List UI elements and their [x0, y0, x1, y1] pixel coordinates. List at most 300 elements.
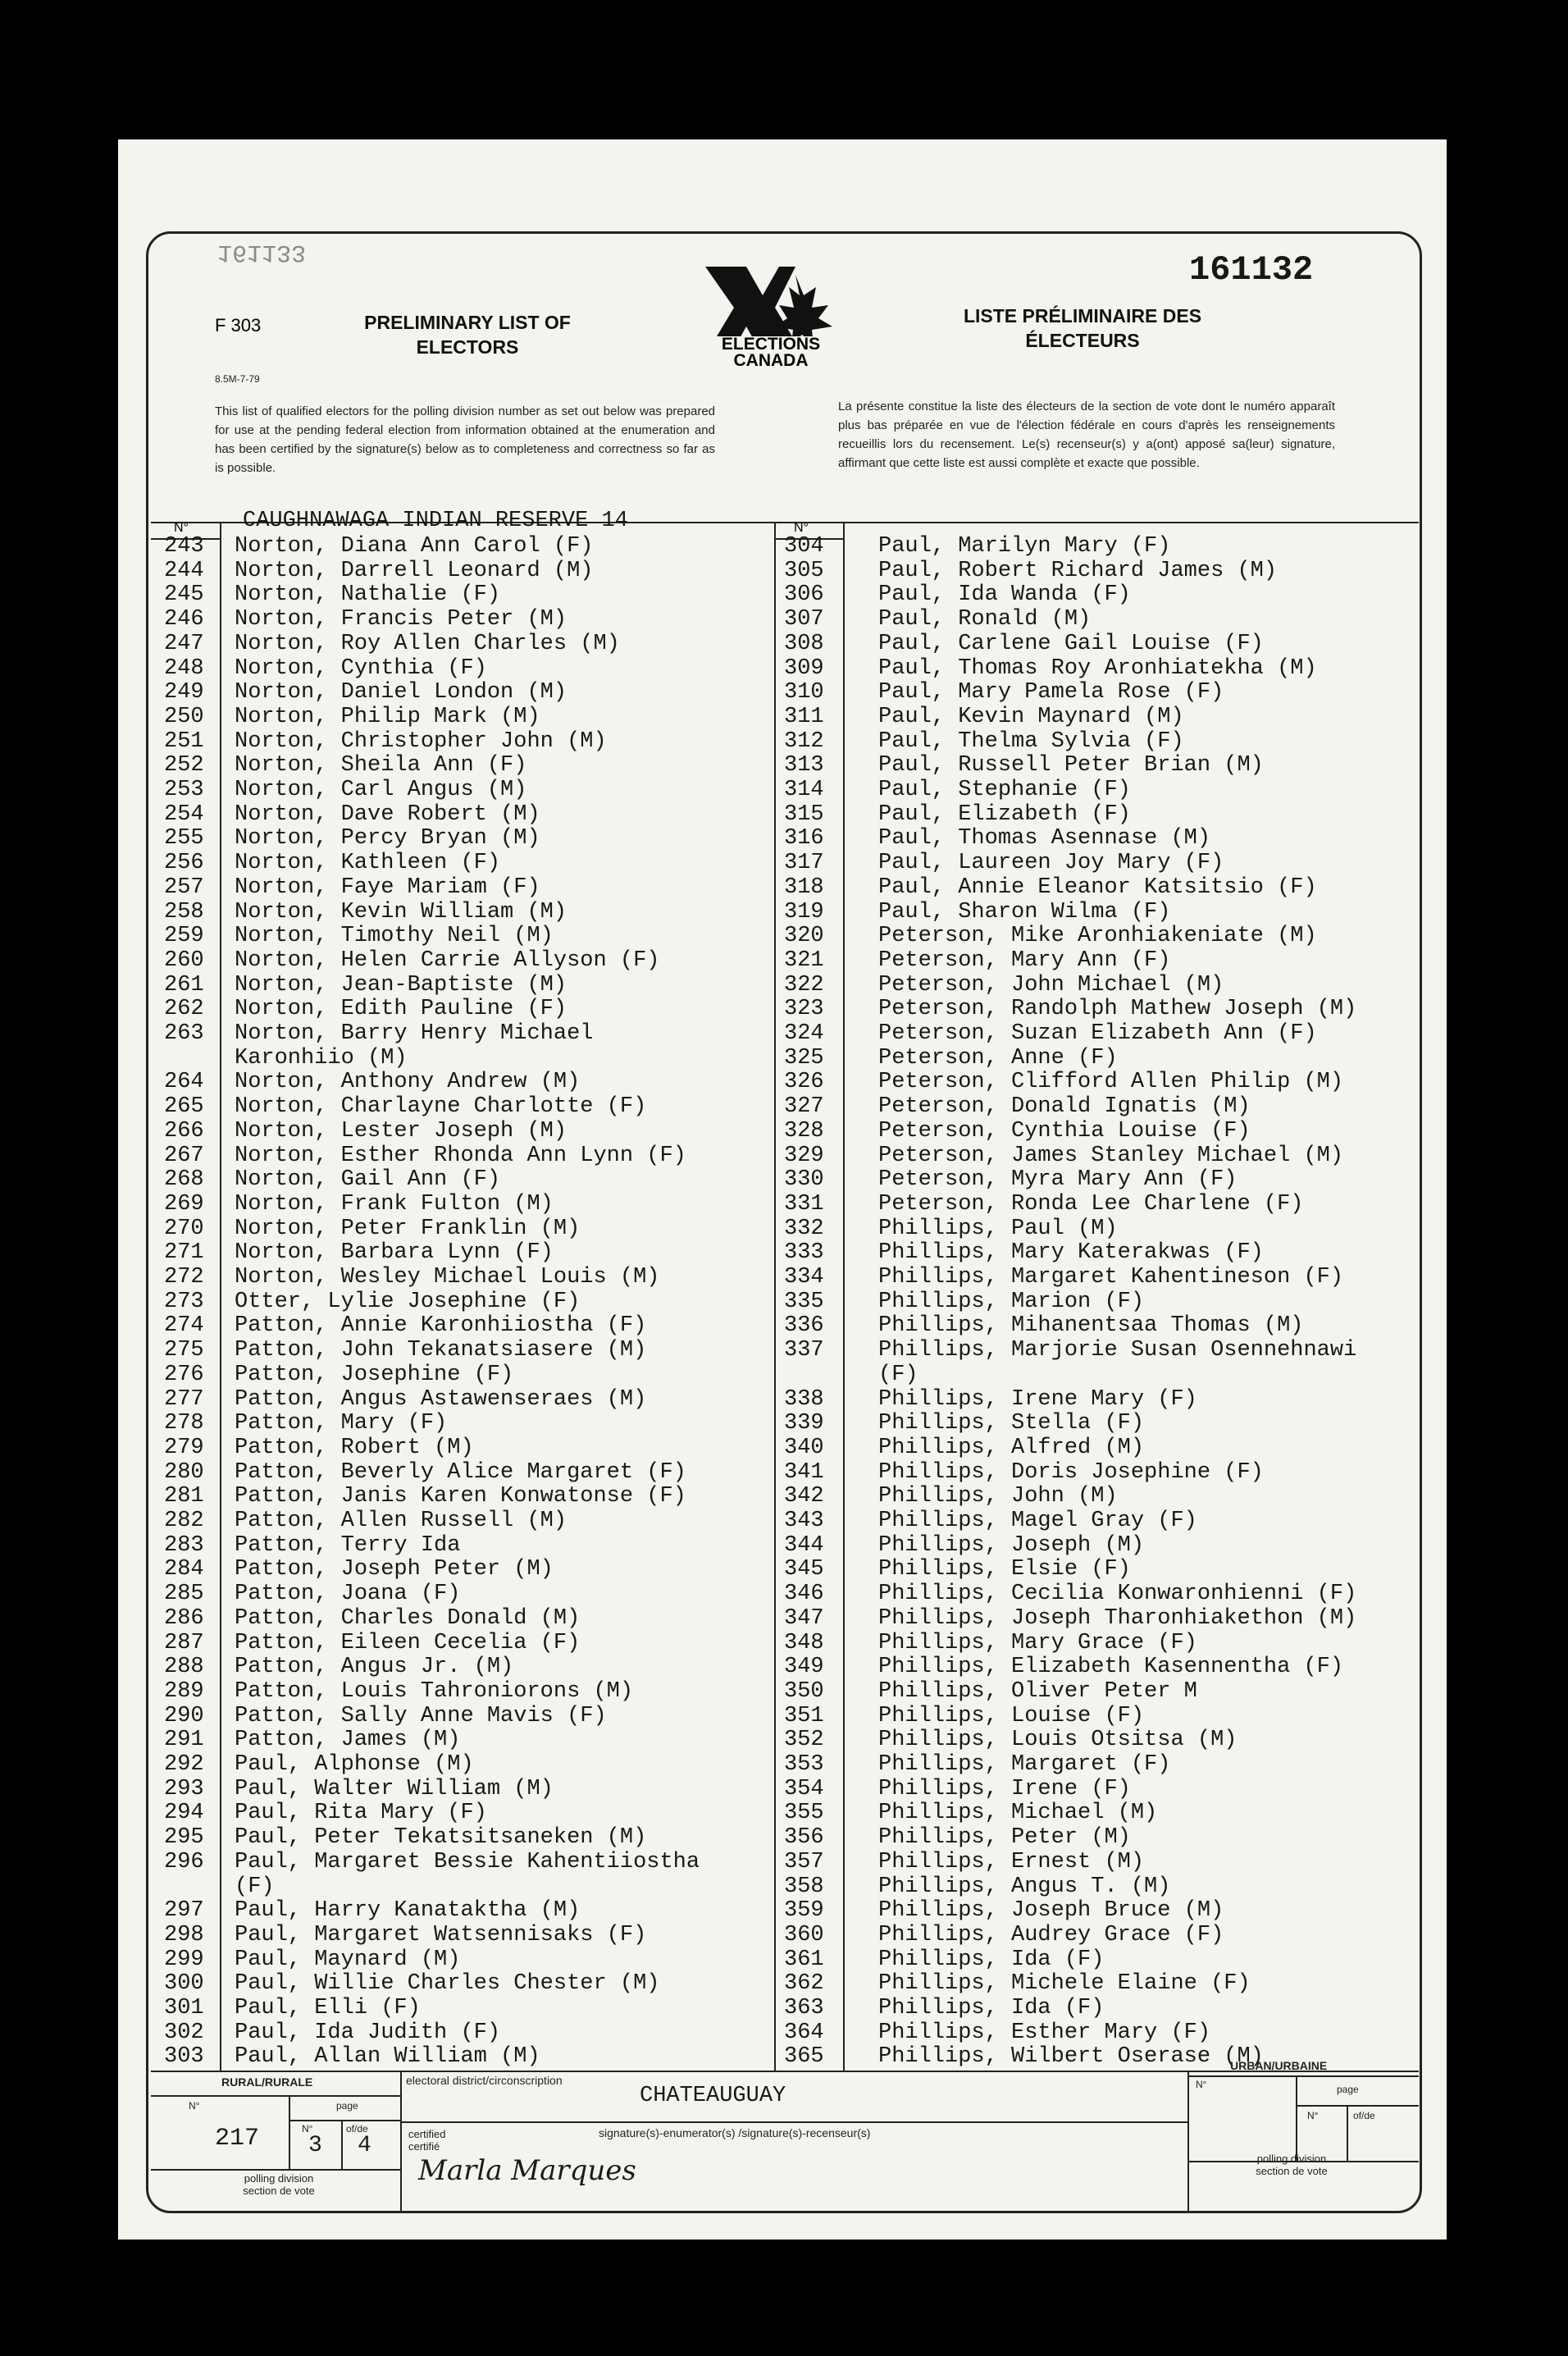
elector-number: 346: [784, 1582, 824, 1607]
elector-row: [784, 1582, 1415, 1606]
elector-row: [164, 1021, 771, 1046]
elector-row: [784, 1874, 1415, 1899]
urban-page-divider: [1347, 2105, 1348, 2161]
elector-row: [784, 1144, 1415, 1168]
of-label: of/de: [346, 2123, 368, 2135]
elector-row: [164, 1533, 771, 1558]
elector-number: 357: [784, 1849, 824, 1874]
elector-number: 363: [784, 1996, 824, 2020]
elector-row: [784, 680, 1415, 705]
elector-name: Norton, Timothy Neil (M): [235, 924, 554, 949]
elector-number: 264: [164, 1070, 204, 1095]
elector-name: Norton, Darrell Leonard (M): [235, 558, 594, 583]
elector-row: [164, 1363, 771, 1387]
elector-name: Paul, Robert Richard James (M): [878, 558, 1278, 583]
elector-name: Patton, Allen Russell (M): [235, 1509, 567, 1533]
elector-name: Norton, Lester Joseph (M): [235, 1118, 567, 1144]
elector-row: [784, 1094, 1415, 1119]
elector-name: Patton, Terry Ida: [235, 1532, 461, 1558]
elector-row: [784, 1606, 1415, 1631]
elector-name: Patton, Angus Jr. (M): [235, 1655, 514, 1680]
elector-number: 344: [784, 1532, 824, 1558]
elector-row: [784, 1509, 1415, 1533]
elector-name: Paul, Willie Charles Chester (M): [235, 1971, 660, 1997]
elector-number: 258: [164, 899, 204, 925]
elector-row: [164, 607, 771, 632]
elector-row: [784, 1119, 1415, 1144]
elector-number: 281: [164, 1484, 204, 1509]
elector-row: [164, 1192, 771, 1217]
title-fr: [918, 304, 1247, 353]
elector-number: 327: [784, 1094, 824, 1120]
elector-name: Norton, Faye Mariam (F): [235, 874, 540, 900]
elector-name: Norton, Gail Ann (F): [235, 1167, 501, 1193]
elector-name: Phillips, Margaret Kahentineson (F): [878, 1265, 1344, 1290]
elector-number: 243: [164, 534, 204, 559]
elector-row: [784, 607, 1415, 632]
elector-name: Peterson, Anne (F): [878, 1045, 1118, 1071]
elector-row: [164, 2044, 771, 2069]
elector-number: 277: [164, 1386, 204, 1412]
elector-list-right: [784, 534, 1415, 2068]
elector-name: Norton, Christopher John (M): [235, 728, 607, 754]
elector-number: 348: [784, 1630, 824, 1655]
elector-row: [784, 632, 1415, 656]
elector-number: 286: [164, 1605, 204, 1631]
elector-number: 287: [164, 1630, 204, 1655]
elector-row: [784, 1923, 1415, 1947]
elector-row: [784, 1679, 1415, 1704]
elector-name: Phillips, Oliver Peter M: [878, 1678, 1197, 1704]
elector-name: Phillips, Elizabeth Kasennentha (F): [878, 1655, 1344, 1680]
elector-row: [164, 753, 771, 778]
elector-number: 274: [164, 1313, 204, 1339]
elector-number: 321: [784, 947, 824, 973]
elector-number: 315: [784, 801, 824, 827]
of-value: 4: [358, 2133, 371, 2158]
elector-number: 362: [784, 1971, 824, 1997]
elector-name: Norton, Wesley Michael Louis (M): [235, 1265, 660, 1290]
elector-row: [164, 1874, 771, 1899]
elector-row: [784, 826, 1415, 851]
elector-row: [784, 778, 1415, 802]
center-divider: [774, 522, 776, 2071]
rural-label: RURAL/RURALE: [221, 2075, 313, 2089]
elector-number: 261: [164, 972, 204, 998]
elector-number: 296: [164, 1849, 204, 1874]
elector-name: Paul, Ida Wanda (F): [878, 582, 1131, 608]
elector-name: Phillips, Ida (F): [878, 1996, 1105, 2020]
form-code: 8.5M-7-79: [215, 373, 260, 385]
elector-name: Norton, Edith Pauline (F): [235, 997, 567, 1022]
elector-number: 328: [784, 1118, 824, 1144]
elector-number: 343: [784, 1509, 824, 1533]
elector-row: [164, 1606, 771, 1631]
elector-name: (F): [878, 1362, 918, 1387]
elector-name: Norton, Roy Allen Charles (M): [235, 631, 620, 656]
elector-name: Phillips, Louis Otsitsa (M): [878, 1728, 1238, 1753]
elector-number: 320: [784, 924, 824, 949]
elector-row: [164, 1460, 771, 1485]
elector-name: Paul, Peter Tekatsitsaneken (M): [235, 1825, 647, 1851]
elector-row: [784, 1363, 1415, 1387]
elector-row: [784, 705, 1415, 729]
elector-number: 355: [784, 1801, 824, 1826]
elector-number: 347: [784, 1605, 824, 1631]
elector-name: Phillips, Ida (F): [878, 1947, 1105, 1972]
elector-name: Phillips, Irene (F): [878, 1776, 1131, 1801]
elector-row: [784, 1850, 1415, 1874]
elector-number: 297: [164, 1898, 204, 1924]
elector-name: Phillips, Stella (F): [878, 1411, 1145, 1436]
elector-row: [784, 1484, 1415, 1509]
elector-number: 262: [164, 997, 204, 1022]
elector-name: Paul, Thomas Roy Aronhiatekha (M): [878, 655, 1317, 681]
rural-page-divider: [341, 2120, 343, 2169]
elector-row: [164, 1777, 771, 1801]
elector-name: Peterson, John Michael (M): [878, 972, 1224, 998]
elector-name: Norton, Anthony Andrew (M): [235, 1070, 581, 1095]
elector-number: 252: [164, 753, 204, 778]
elector-number: 250: [164, 704, 204, 729]
elector-name: Phillips, Mary Katerakwas (F): [878, 1240, 1264, 1266]
elector-row: [784, 875, 1415, 900]
elector-row: [164, 1436, 771, 1460]
elector-name: Norton, Cynthia (F): [235, 655, 487, 681]
elector-name: Norton, Dave Robert (M): [235, 801, 540, 827]
elector-row: [784, 1460, 1415, 1485]
elector-row: [164, 1923, 771, 1947]
elector-row: [784, 1021, 1415, 1046]
elector-name: Norton, Diana Ann Carol (F): [235, 534, 594, 559]
elector-row: [784, 1728, 1415, 1752]
elector-row: [784, 1192, 1415, 1217]
urban-col-divider: [1296, 2075, 1297, 2161]
urban-page-label: page: [1337, 2084, 1359, 2095]
elector-name: Phillips, Irene Mary (F): [878, 1386, 1197, 1412]
elector-number: 330: [784, 1167, 824, 1193]
elector-name: Phillips, Wilbert Oserase (M): [878, 2044, 1264, 2070]
elector-row: [164, 1338, 771, 1363]
elector-row: [164, 1557, 771, 1582]
elector-name: Norton, Carl Angus (M): [235, 778, 527, 802]
elector-number: 364: [784, 2020, 824, 2045]
district-label: electoral district/circonscription: [406, 2074, 563, 2087]
elector-name: Paul, Allan William (M): [235, 2044, 540, 2070]
no-header-left: N°: [174, 521, 189, 535]
elector-row: [164, 1971, 771, 1996]
elector-row: [164, 1240, 771, 1265]
elector-number: 345: [784, 1557, 824, 1582]
elector-name: Paul, Walter William (M): [235, 1776, 554, 1801]
elector-name: Peterson, Suzan Elizabeth Ann (F): [878, 1021, 1317, 1046]
elector-row: [164, 1094, 771, 1119]
urban-polling-label-en: polling division: [1256, 2153, 1327, 2165]
elector-number: 337: [784, 1338, 824, 1363]
title-en-line1: PRELIMINARY LIST OF: [364, 312, 571, 333]
logo-text: [705, 336, 836, 369]
certified-label: [408, 2128, 446, 2153]
elector-name: Peterson, Cynthia Louise (F): [878, 1118, 1251, 1144]
elector-row: [164, 2020, 771, 2045]
elector-name: Phillips, Joseph Bruce (M): [878, 1898, 1224, 1924]
elector-number: 325: [784, 1045, 824, 1071]
elector-row: [784, 1752, 1415, 1777]
footer-top-rule: [151, 2071, 1419, 2072]
elector-name: Peterson, James Stanley Michael (M): [878, 1143, 1344, 1168]
elector-row: [164, 973, 771, 998]
elector-name: Patton, Joseph Peter (M): [235, 1557, 554, 1582]
elector-row: [164, 851, 771, 875]
elector-name: Patton, Josephine (F): [235, 1362, 514, 1387]
elector-row: [784, 851, 1415, 875]
logo-text-line1: ELECTIONS: [721, 335, 821, 354]
district-name: CHATEAUGUAY: [640, 2084, 786, 2108]
elector-name: Norton, Esther Rhonda Ann Lynn (F): [235, 1143, 686, 1168]
elector-name: Paul, Kevin Maynard (M): [878, 704, 1184, 729]
elector-name: Phillips, Joseph Tharonhiakethon (M): [878, 1605, 1357, 1631]
sheet-number: 161132: [1189, 250, 1314, 290]
elector-number: 267: [164, 1143, 204, 1168]
elector-row: [164, 1290, 771, 1314]
polling-division-label-en: polling division: [244, 2172, 314, 2185]
elector-name: Norton, Sheila Ann (F): [235, 753, 527, 778]
urban-page-no-label: N°: [1307, 2110, 1319, 2121]
elector-number: 329: [784, 1143, 824, 1168]
elector-row: [164, 1217, 771, 1241]
elector-row: [784, 729, 1415, 754]
elector-number: 304: [784, 534, 824, 559]
elector-name: Patton, Janis Karen Konwatonse (F): [235, 1484, 686, 1509]
rural-bottom-rule: [151, 2169, 400, 2171]
form-id: F 303: [215, 315, 262, 336]
elector-row: [784, 2020, 1415, 2045]
elector-name: Phillips, Peter (M): [878, 1825, 1131, 1851]
elector-name: Paul, Margaret Watsennisaks (F): [235, 1922, 647, 1947]
elector-number: 309: [784, 655, 824, 681]
elector-name: Peterson, Randolph Mathew Joseph (M): [878, 997, 1357, 1022]
elector-row: [164, 1704, 771, 1728]
elector-number: 319: [784, 899, 824, 925]
elector-number: 251: [164, 728, 204, 754]
elector-name: Phillips, Angus T. (M): [878, 1874, 1171, 1899]
elector-row: [784, 582, 1415, 607]
elector-row: [784, 1240, 1415, 1265]
elector-number: 341: [784, 1459, 824, 1485]
elector-name: Phillips, Michael (M): [878, 1801, 1158, 1826]
elector-row: [784, 1436, 1415, 1460]
elector-row: [164, 802, 771, 827]
elector-number: 316: [784, 826, 824, 852]
elector-number: 303: [164, 2044, 204, 2070]
elector-name: Paul, Thomas Asennase (M): [878, 826, 1211, 852]
elector-name: Paul, Stephanie (F): [878, 778, 1131, 802]
elector-number: 275: [164, 1338, 204, 1363]
elector-name: Peterson, Donald Ignatis (M): [878, 1094, 1251, 1120]
elector-name: Phillips, Magel Gray (F): [878, 1509, 1197, 1533]
elector-row: [784, 1313, 1415, 1338]
elector-name: Paul, Maynard (M): [235, 1947, 461, 1972]
title-fr-line1: LISTE PRÉLIMINAIRE DES: [963, 305, 1202, 326]
elector-row: [784, 997, 1415, 1021]
elector-number: 300: [164, 1971, 204, 1997]
page-no: 3: [308, 2133, 322, 2158]
elector-row: [164, 1728, 771, 1752]
footer-urban-divider: [1187, 2071, 1189, 2213]
elector-name: Norton, Francis Peter (M): [235, 607, 567, 632]
elector-row: [164, 778, 771, 802]
elector-row: [784, 1947, 1415, 1972]
elector-name: Phillips, Alfred (M): [878, 1435, 1145, 1460]
elector-name: Peterson, Mary Ann (F): [878, 947, 1171, 973]
elector-number: 283: [164, 1532, 204, 1558]
elector-name: Norton, Charlayne Charlotte (F): [235, 1094, 647, 1120]
elector-name: Phillips, Esther Mary (F): [878, 2020, 1211, 2045]
elector-row: [784, 802, 1415, 827]
elector-row: [164, 656, 771, 681]
elector-number: 314: [784, 778, 824, 802]
elector-row: [164, 997, 771, 1021]
rural-page-rule: [289, 2120, 400, 2121]
elector-number: 245: [164, 582, 204, 608]
elector-number: 260: [164, 947, 204, 973]
elections-canada-logo: [697, 263, 845, 369]
elector-row: [784, 1655, 1415, 1679]
elector-row: [164, 1387, 771, 1412]
elector-name: Phillips, Ernest (M): [878, 1849, 1145, 1874]
elector-number: 276: [164, 1362, 204, 1387]
urban-of-label: of/de: [1353, 2110, 1375, 2121]
signature-label: signature(s)-enumerator(s) /signature(s)-recenseur(s): [599, 2126, 871, 2139]
elector-number: 333: [784, 1240, 824, 1266]
elector-number: 305: [784, 558, 824, 583]
elector-name: Peterson, Ronda Lee Charlene (F): [878, 1191, 1304, 1217]
elector-name: Paul, Alphonse (M): [235, 1752, 474, 1777]
urban-polling-label-fr: section de vote: [1256, 2165, 1328, 2177]
elector-row: [784, 559, 1415, 583]
title-en-line2: ELECTORS: [416, 336, 519, 358]
elector-number: 338: [784, 1386, 824, 1412]
elector-name: Norton, Nathalie (F): [235, 582, 501, 608]
elector-row: [784, 534, 1415, 559]
elector-name: Paul, Elizabeth (F): [878, 801, 1131, 827]
elector-number: 326: [784, 1070, 824, 1095]
polling-division-label: [226, 2172, 332, 2197]
elector-row: [784, 1777, 1415, 1801]
elector-name: Phillips, Elsie (F): [878, 1557, 1131, 1582]
elector-name: Paul, Margaret Bessie Kahentiiostha: [235, 1849, 700, 1874]
elector-number: 323: [784, 997, 824, 1022]
elector-number: 284: [164, 1557, 204, 1582]
elector-row: [164, 1898, 771, 1923]
certified-label-fr: certifié: [408, 2140, 440, 2153]
elector-number: 301: [164, 1996, 204, 2020]
elector-name: Patton, James (M): [235, 1728, 461, 1753]
elector-number: 272: [164, 1265, 204, 1290]
elector-name: Paul, Rita Mary (F): [235, 1801, 487, 1826]
urban-label: URBAN/URBAINE: [1230, 2059, 1328, 2072]
elector-row: [164, 1313, 771, 1338]
elector-row: [164, 826, 771, 851]
elector-number: 265: [164, 1094, 204, 1120]
elector-number: 292: [164, 1752, 204, 1777]
elector-name: Norton, Jean-Baptiste (M): [235, 972, 567, 998]
rural-no-label: N°: [189, 2100, 200, 2112]
elector-number: 350: [784, 1678, 824, 1704]
elector-row: [164, 1801, 771, 1825]
elector-row: [164, 1631, 771, 1655]
elector-number: 360: [784, 1922, 824, 1947]
elector-number: 310: [784, 680, 824, 705]
elector-name: Norton, Philip Mark (M): [235, 704, 540, 729]
elector-row: [784, 1631, 1415, 1655]
elector-row: [164, 1411, 771, 1436]
elector-name: Phillips, Marjorie Susan Osennehnawi: [878, 1338, 1357, 1363]
elector-name: Patton, Mary (F): [235, 1411, 448, 1436]
elector-name: Norton, Percy Bryan (M): [235, 826, 540, 852]
elector-row: [784, 1387, 1415, 1412]
elector-row: [164, 1679, 771, 1704]
elector-name: (F): [235, 1874, 275, 1899]
elector-name: Patton, Robert (M): [235, 1435, 474, 1460]
elector-number: 282: [164, 1509, 204, 1533]
elector-number: 340: [784, 1435, 824, 1460]
elector-number: 302: [164, 2020, 204, 2045]
elector-name: Phillips, Audrey Grace (F): [878, 1922, 1224, 1947]
elector-number: 294: [164, 1801, 204, 1826]
elector-number: 248: [164, 655, 204, 681]
elector-name: Phillips, John (M): [878, 1484, 1118, 1509]
elector-row: [164, 1752, 771, 1777]
elector-name: Paul, Ida Judith (F): [235, 2020, 501, 2045]
elector-number: 359: [784, 1898, 824, 1924]
elector-name: Paul, Mary Pamela Rose (F): [878, 680, 1224, 705]
elector-row: [784, 1971, 1415, 1996]
intro-english: This list of qualified electors for the polling division number as set out below was prepared for use at the pending federal election from information obtained at the enumeration and has been certified by the signature(s) below as to completeness and correctness so far as is possible.: [215, 404, 715, 475]
elector-list-left: [164, 534, 771, 2068]
no-header-right: N°: [794, 521, 809, 535]
elector-number: 273: [164, 1289, 204, 1314]
elector-number: 311: [784, 704, 824, 729]
elector-name: Patton, Louis Tahroniorons (M): [235, 1678, 634, 1704]
elector-row: [784, 1217, 1415, 1241]
faded-number: 161133: [217, 238, 307, 266]
elector-number: 257: [164, 874, 204, 900]
elector-number: 254: [164, 801, 204, 827]
elector-number: 352: [784, 1728, 824, 1753]
elector-row: [164, 1070, 771, 1094]
elector-number: 278: [164, 1411, 204, 1436]
elector-row: [164, 705, 771, 729]
intro-french: La présente constitue la liste des électeurs de la section de vote dont le numéro apparaît plus bas préparée en vue de l'élection fédérale en cours d'après les renseignements recueillis lors du recensement. Le(s) recenseur(s) y a(ont) apposé sa(leur) signature, affirmant que cette liste est aussi complète et exacte que possible.: [838, 400, 1335, 470]
elector-number: 349: [784, 1655, 824, 1680]
elector-row: [164, 1046, 771, 1071]
elector-name: Peterson, Mike Aronhiakeniate (M): [878, 924, 1317, 949]
elector-number: 361: [784, 1947, 824, 1972]
elector-row: [784, 1825, 1415, 1850]
elector-name: Paul, Laureen Joy Mary (F): [878, 851, 1224, 876]
elector-row: [784, 1411, 1415, 1436]
elector-number: 358: [784, 1874, 824, 1899]
elector-number: 298: [164, 1922, 204, 1947]
elector-name: Phillips, Marion (F): [878, 1289, 1145, 1314]
urban-polling-division-label: [1238, 2153, 1345, 2177]
elector-number: 356: [784, 1825, 824, 1851]
elector-number: 280: [164, 1459, 204, 1485]
elector-row: [784, 948, 1415, 973]
elector-name: Paul, Annie Eleanor Katsitsio (F): [878, 874, 1317, 900]
elector-name: Karonhiio (M): [235, 1045, 408, 1071]
